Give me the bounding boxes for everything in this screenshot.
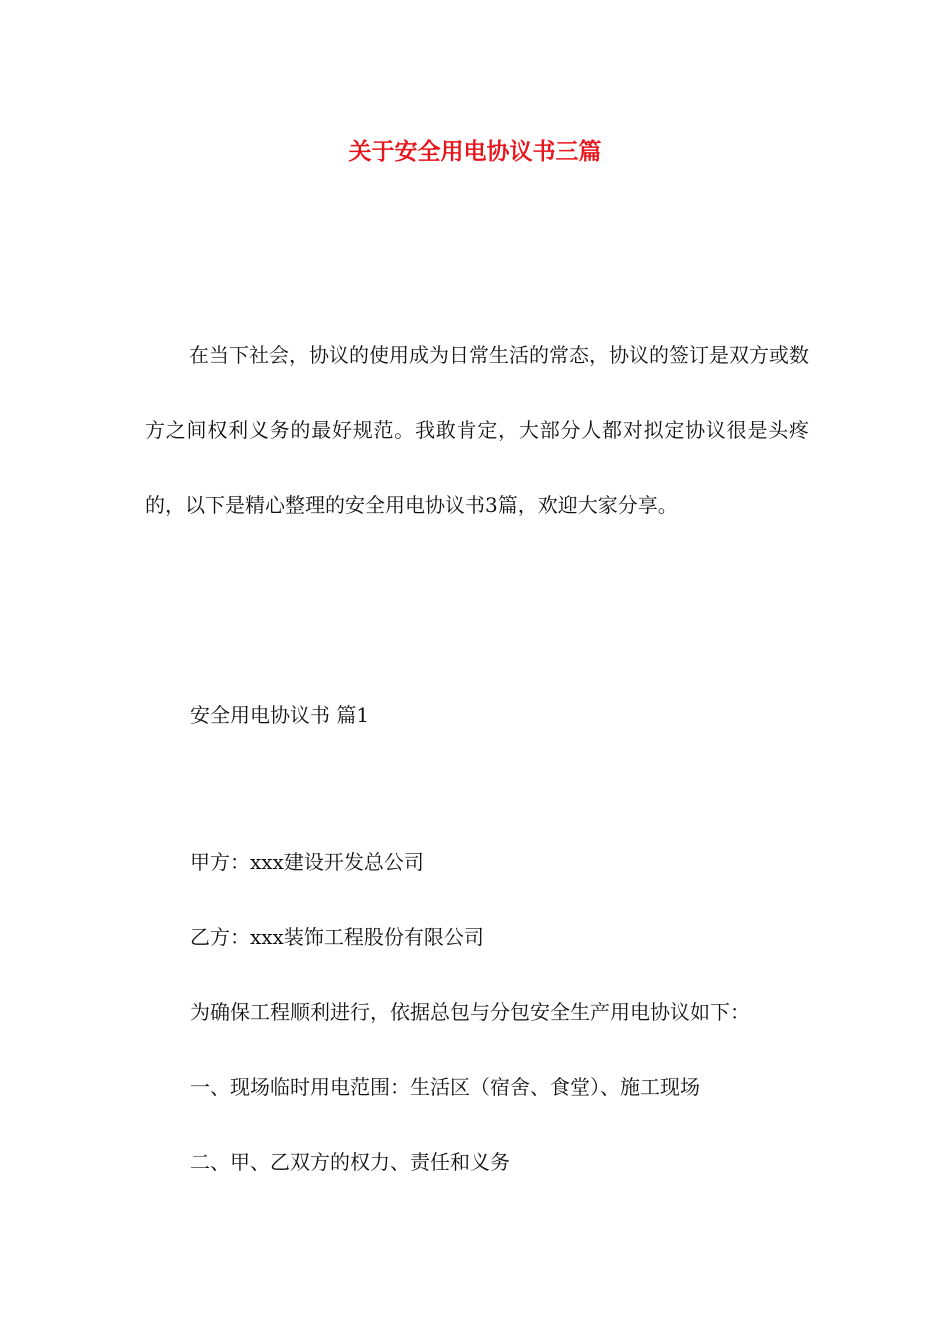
- clause-1-line: 一、现场临时用电范围：生活区（宿舍、食堂）、施工现场: [190, 1075, 700, 1099]
- party-b-line: 乙方：xxx装饰工程股份有限公司: [190, 925, 484, 949]
- clause-2-line: 二、甲、乙双方的权力、责任和义务: [190, 1150, 510, 1174]
- party-a-line: 甲方：xxx建设开发总公司: [190, 850, 424, 874]
- section-title: 安全用电协议书 篇1: [190, 703, 370, 727]
- document-title: 关于安全用电协议书三篇: [348, 139, 602, 165]
- preamble-line: 为确保工程顺利进行，依据总包与分包安全生产用电协议如下：: [190, 1000, 750, 1024]
- intro-paragraph: 在当下社会，协议的使用成为日常生活的常态，协议的签订是双方或数方之间权利义务的最好规范。我敢肯定，大部分人都对拟定协议很是头疼的，以下是精心整理的安全用电协议书3篇，欢迎大家分享。: [145, 343, 809, 517]
